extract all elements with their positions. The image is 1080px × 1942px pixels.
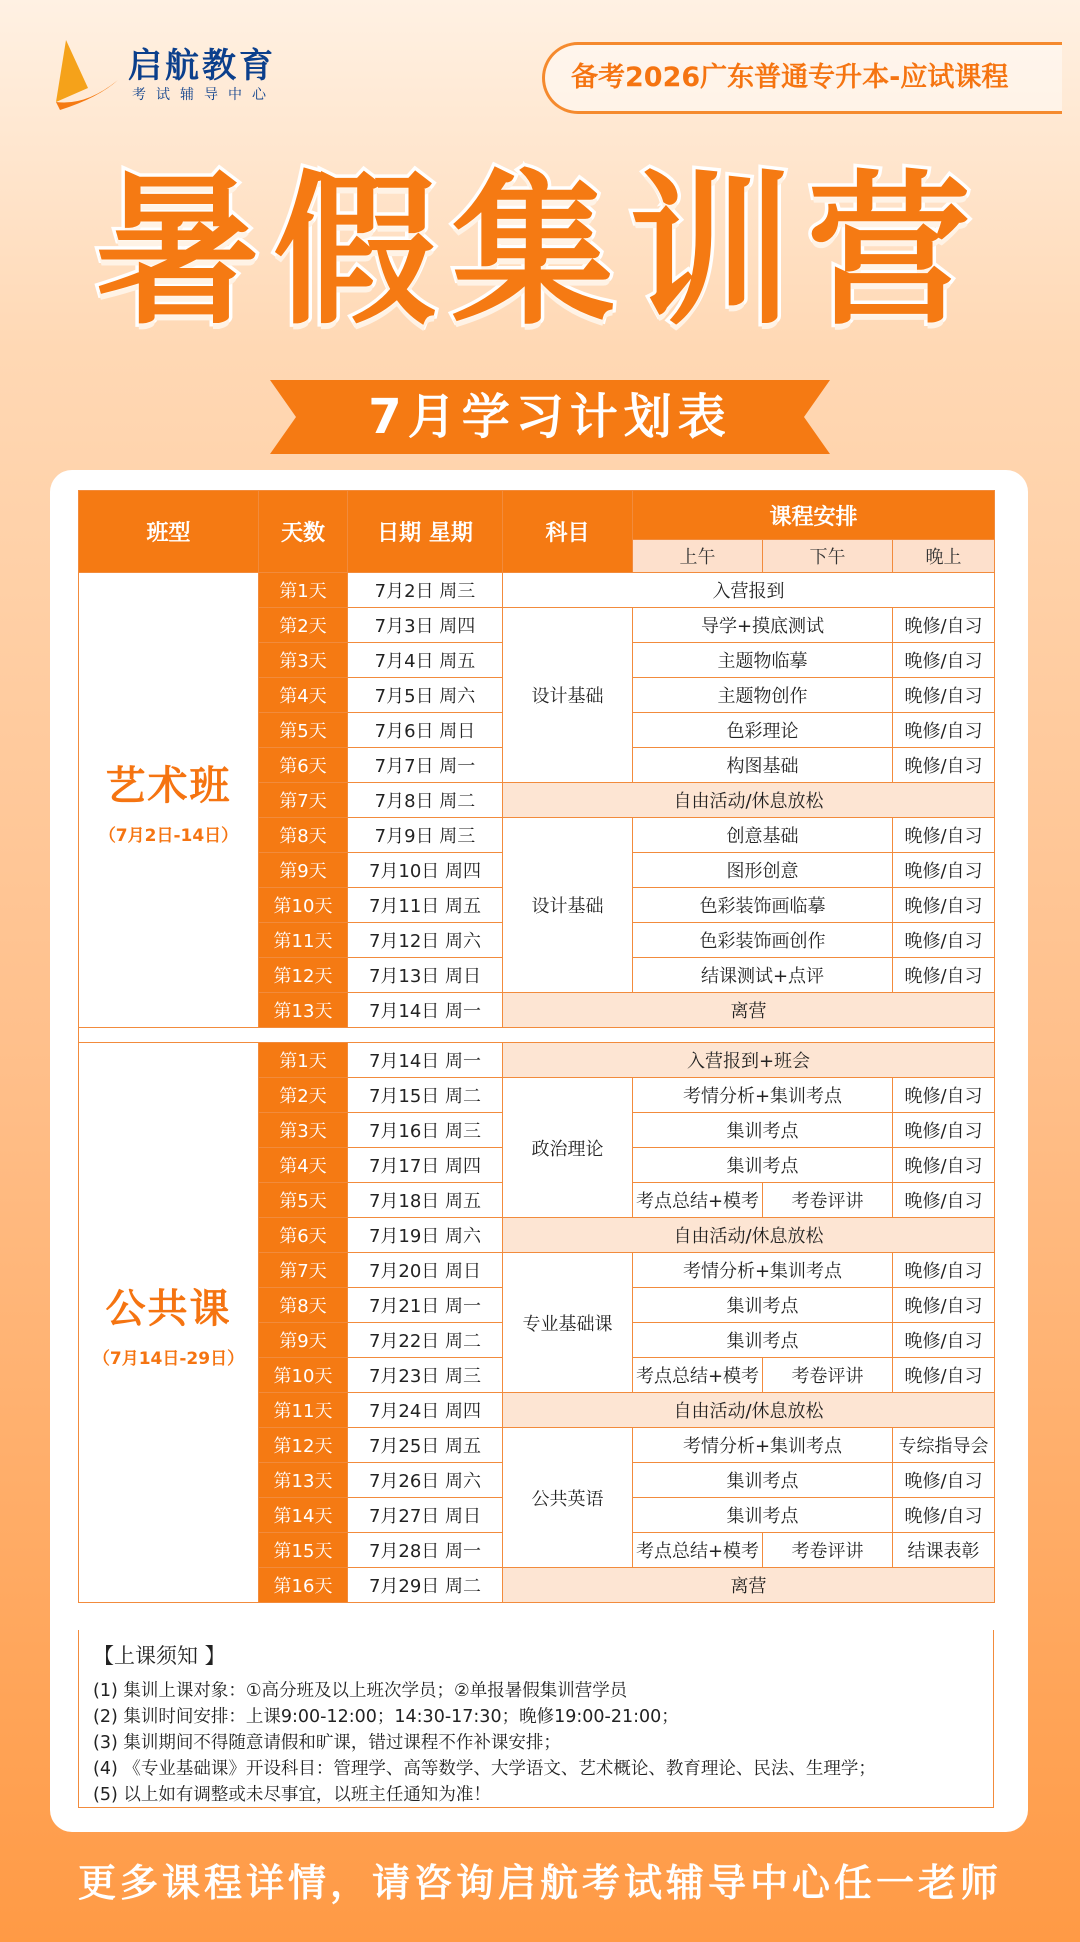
date-cell: 7月14日 周一 bbox=[348, 993, 503, 1028]
header-class-type: 班型 bbox=[79, 491, 259, 573]
section-divider bbox=[79, 1028, 995, 1043]
art-class-body bbox=[79, 573, 995, 1028]
date-cell: 7月8日 周二 bbox=[348, 783, 503, 818]
evening-cell: 晚修/自习 bbox=[893, 713, 995, 748]
day-content-cell: 结课测试+点评 bbox=[633, 958, 893, 993]
day-content-cell: 图形创意 bbox=[633, 853, 893, 888]
full-day-activity: 离营 bbox=[503, 993, 995, 1028]
brand-name: 启航教育 bbox=[128, 46, 276, 86]
date-cell: 7月23日 周三 bbox=[348, 1358, 503, 1393]
day-cell: 第10天 bbox=[259, 1358, 348, 1393]
day-cell: 第1天 bbox=[259, 573, 348, 608]
subject-cell: 设计基础 bbox=[503, 818, 633, 993]
date-cell: 7月12日 周六 bbox=[348, 923, 503, 958]
subject-cell: 公共英语 bbox=[503, 1428, 633, 1568]
day-cell: 第13天 bbox=[259, 1463, 348, 1498]
day-content-cell: 考情分析+集训考点 bbox=[633, 1428, 893, 1463]
evening-cell: 专综指导会 bbox=[893, 1428, 995, 1463]
class-type-cell bbox=[79, 573, 259, 1028]
day-content-cell: 集训考点 bbox=[633, 1463, 893, 1498]
day-cell: 第9天 bbox=[259, 1323, 348, 1358]
note-item: (2) 集训时间安排：上课9:00-12:00；14:30-17:30；晚修19:00-21:00； bbox=[93, 1707, 679, 1727]
day-cell: 第9天 bbox=[259, 853, 348, 888]
date-cell: 7月17日 周四 bbox=[348, 1148, 503, 1183]
day-cell: 第10天 bbox=[259, 888, 348, 923]
table-row bbox=[79, 1043, 995, 1078]
evening-cell: 晚修/自习 bbox=[893, 1288, 995, 1323]
evening-cell: 晚修/自习 bbox=[893, 1148, 995, 1183]
day-content-cell: 色彩装饰画临摹 bbox=[633, 888, 893, 923]
date-cell: 7月9日 周三 bbox=[348, 818, 503, 853]
day-cell: 第8天 bbox=[259, 1288, 348, 1323]
day-cell: 第8天 bbox=[259, 818, 348, 853]
day-content-cell: 主题物创作 bbox=[633, 678, 893, 713]
day-cell: 第7天 bbox=[259, 1253, 348, 1288]
afternoon-cell: 考卷评讲 bbox=[763, 1183, 893, 1218]
date-cell: 7月21日 周一 bbox=[348, 1288, 503, 1323]
course-tagline: 备考2026广东普通专升本-应试课程 bbox=[542, 42, 1062, 114]
notes-title: 【上课须知 】 bbox=[93, 1644, 226, 1668]
full-day-activity: 离营 bbox=[503, 1568, 995, 1603]
day-content-cell: 导学+摸底测试 bbox=[633, 608, 893, 643]
day-content-cell: 考情分析+集训考点 bbox=[633, 1253, 893, 1288]
day-cell: 第3天 bbox=[259, 1113, 348, 1148]
day-content-cell: 集训考点 bbox=[633, 1288, 893, 1323]
day-content-cell: 集训考点 bbox=[633, 1323, 893, 1358]
date-cell: 7月4日 周五 bbox=[348, 643, 503, 678]
date-cell: 7月16日 周三 bbox=[348, 1113, 503, 1148]
date-cell: 7月28日 周一 bbox=[348, 1533, 503, 1568]
morning-cell: 考点总结+模考 bbox=[633, 1358, 763, 1393]
class-name: 公共课 bbox=[105, 1285, 232, 1332]
schedule-card bbox=[50, 470, 1028, 1832]
header-date: 日期 星期 bbox=[348, 491, 503, 573]
day-content-cell: 色彩理论 bbox=[633, 713, 893, 748]
evening-cell: 晚修/自习 bbox=[893, 643, 995, 678]
full-day-activity: 自由活动/休息放松 bbox=[503, 1393, 995, 1428]
date-cell: 7月3日 周四 bbox=[348, 608, 503, 643]
date-cell: 7月26日 周六 bbox=[348, 1463, 503, 1498]
schedule-table bbox=[78, 490, 995, 1603]
header-schedule: 课程安排 bbox=[633, 491, 995, 540]
subject-cell: 政治理论 bbox=[503, 1078, 633, 1218]
evening-cell: 晚修/自习 bbox=[893, 958, 995, 993]
evening-cell: 晚修/自习 bbox=[893, 853, 995, 888]
evening-cell: 晚修/自习 bbox=[893, 888, 995, 923]
evening-cell: 晚修/自习 bbox=[893, 1078, 995, 1113]
class-type-cell bbox=[79, 1043, 259, 1603]
day-content-cell: 主题物临摹 bbox=[633, 643, 893, 678]
evening-cell: 晚修/自习 bbox=[893, 1358, 995, 1393]
date-cell: 7月2日 周三 bbox=[348, 573, 503, 608]
note-item: (3) 集训期间不得随意请假和旷课，错过课程不作补课安排； bbox=[93, 1733, 561, 1753]
day-content-cell: 色彩装饰画创作 bbox=[633, 923, 893, 958]
evening-cell: 晚修/自习 bbox=[893, 1113, 995, 1148]
date-cell: 7月13日 周日 bbox=[348, 958, 503, 993]
note-item: (5) 以上如有调整或未尽事宜，以班主任通知为准！ bbox=[93, 1785, 491, 1805]
day-content-cell: 集训考点 bbox=[633, 1113, 893, 1148]
date-cell: 7月20日 周日 bbox=[348, 1253, 503, 1288]
full-day-activity: 自由活动/休息放松 bbox=[503, 783, 995, 818]
evening-cell: 晚修/自习 bbox=[893, 678, 995, 713]
afternoon-cell: 考卷评讲 bbox=[763, 1358, 893, 1393]
table-row bbox=[79, 573, 995, 608]
evening-cell: 结课表彰 bbox=[893, 1533, 995, 1568]
day-cell: 第1天 bbox=[259, 1043, 348, 1078]
date-cell: 7月24日 周四 bbox=[348, 1393, 503, 1428]
page-title: 暑假集训营 bbox=[94, 156, 985, 347]
header-morning: 上午 bbox=[633, 540, 763, 573]
date-cell: 7月5日 周六 bbox=[348, 678, 503, 713]
day-cell: 第7天 bbox=[259, 783, 348, 818]
afternoon-cell: 考卷评讲 bbox=[763, 1533, 893, 1568]
divider-cell bbox=[79, 1028, 995, 1043]
day-cell: 第14天 bbox=[259, 1498, 348, 1533]
morning-cell: 考点总结+模考 bbox=[633, 1183, 763, 1218]
header-afternoon: 下午 bbox=[763, 540, 893, 573]
brand-logo bbox=[52, 32, 312, 112]
date-cell: 7月22日 周二 bbox=[348, 1323, 503, 1358]
day-content-cell: 集训考点 bbox=[633, 1148, 893, 1183]
day-cell: 第6天 bbox=[259, 748, 348, 783]
date-cell: 7月18日 周五 bbox=[348, 1183, 503, 1218]
evening-cell: 晚修/自习 bbox=[893, 1183, 995, 1218]
header-subject: 科目 bbox=[503, 491, 633, 573]
full-day-activity: 自由活动/休息放松 bbox=[503, 1218, 995, 1253]
brand-subtitle: 考试辅导中心 bbox=[132, 87, 276, 103]
sail-logo-icon bbox=[52, 36, 122, 112]
evening-cell: 晚修/自习 bbox=[893, 1498, 995, 1533]
evening-cell: 晚修/自习 bbox=[893, 1463, 995, 1498]
evening-cell: 晚修/自习 bbox=[893, 748, 995, 783]
date-cell: 7月7日 周一 bbox=[348, 748, 503, 783]
morning-cell: 考点总结+模考 bbox=[633, 1533, 763, 1568]
subtitle-ribbon bbox=[270, 380, 830, 454]
footer-contact: 更多课程详情，请咨询启航考试辅导中心任一老师 bbox=[77, 1861, 1002, 1905]
evening-cell: 晚修/自习 bbox=[893, 818, 995, 853]
date-cell: 7月6日 周日 bbox=[348, 713, 503, 748]
evening-cell: 晚修/自习 bbox=[893, 1323, 995, 1358]
evening-cell: 晚修/自习 bbox=[893, 1253, 995, 1288]
date-cell: 7月19日 周六 bbox=[348, 1218, 503, 1253]
day-cell: 第4天 bbox=[259, 678, 348, 713]
day-content-cell: 创意基础 bbox=[633, 818, 893, 853]
date-cell: 7月27日 周日 bbox=[348, 1498, 503, 1533]
day-cell: 第13天 bbox=[259, 993, 348, 1028]
full-day-activity: 入营报到+班会 bbox=[503, 1043, 995, 1078]
day-cell: 第4天 bbox=[259, 1148, 348, 1183]
day-cell: 第12天 bbox=[259, 1428, 348, 1463]
date-cell: 7月29日 周二 bbox=[348, 1568, 503, 1603]
day-content-cell: 构图基础 bbox=[633, 748, 893, 783]
day-cell: 第2天 bbox=[259, 1078, 348, 1113]
day-cell: 第5天 bbox=[259, 713, 348, 748]
notes-panel bbox=[78, 1630, 994, 1808]
header-days: 天数 bbox=[259, 491, 348, 573]
date-cell: 7月11日 周五 bbox=[348, 888, 503, 923]
note-item: (4) 《专业基础课》开设科目：管理学、高等数学、大学语文、艺术概论、教育理论、民法、生理学； bbox=[93, 1759, 876, 1779]
day-cell: 第5天 bbox=[259, 1183, 348, 1218]
day-cell: 第2天 bbox=[259, 608, 348, 643]
class-name: 艺术班 bbox=[105, 763, 232, 809]
subject-cell: 设计基础 bbox=[503, 608, 633, 783]
day-cell: 第6天 bbox=[259, 1218, 348, 1253]
date-cell: 7月14日 周一 bbox=[348, 1043, 503, 1078]
evening-cell: 晚修/自习 bbox=[893, 608, 995, 643]
evening-cell: 晚修/自习 bbox=[893, 923, 995, 958]
page-subtitle: 7月学习计划表 bbox=[368, 389, 732, 445]
note-item: (1) 集训上课对象：①高分班及以上班次学员；②单报暑假集训营学员 bbox=[93, 1681, 628, 1701]
date-cell: 7月10日 周四 bbox=[348, 853, 503, 888]
class-date-range: （7月14日-29日） bbox=[92, 1348, 245, 1369]
date-cell: 7月25日 周五 bbox=[348, 1428, 503, 1463]
date-cell: 7月15日 周二 bbox=[348, 1078, 503, 1113]
full-day-activity: 入营报到 bbox=[503, 573, 995, 608]
day-cell: 第11天 bbox=[259, 923, 348, 958]
class-date-range: （7月2日-14日） bbox=[98, 826, 239, 846]
header-evening: 晚上 bbox=[893, 540, 995, 573]
day-cell: 第16天 bbox=[259, 1568, 348, 1603]
subject-cell: 专业基础课 bbox=[503, 1253, 633, 1393]
day-cell: 第11天 bbox=[259, 1393, 348, 1428]
day-content-cell: 考情分析+集训考点 bbox=[633, 1078, 893, 1113]
public-class-body bbox=[79, 1043, 995, 1603]
day-content-cell: 集训考点 bbox=[633, 1498, 893, 1533]
day-cell: 第3天 bbox=[259, 643, 348, 678]
day-cell: 第12天 bbox=[259, 958, 348, 993]
day-cell: 第15天 bbox=[259, 1533, 348, 1568]
